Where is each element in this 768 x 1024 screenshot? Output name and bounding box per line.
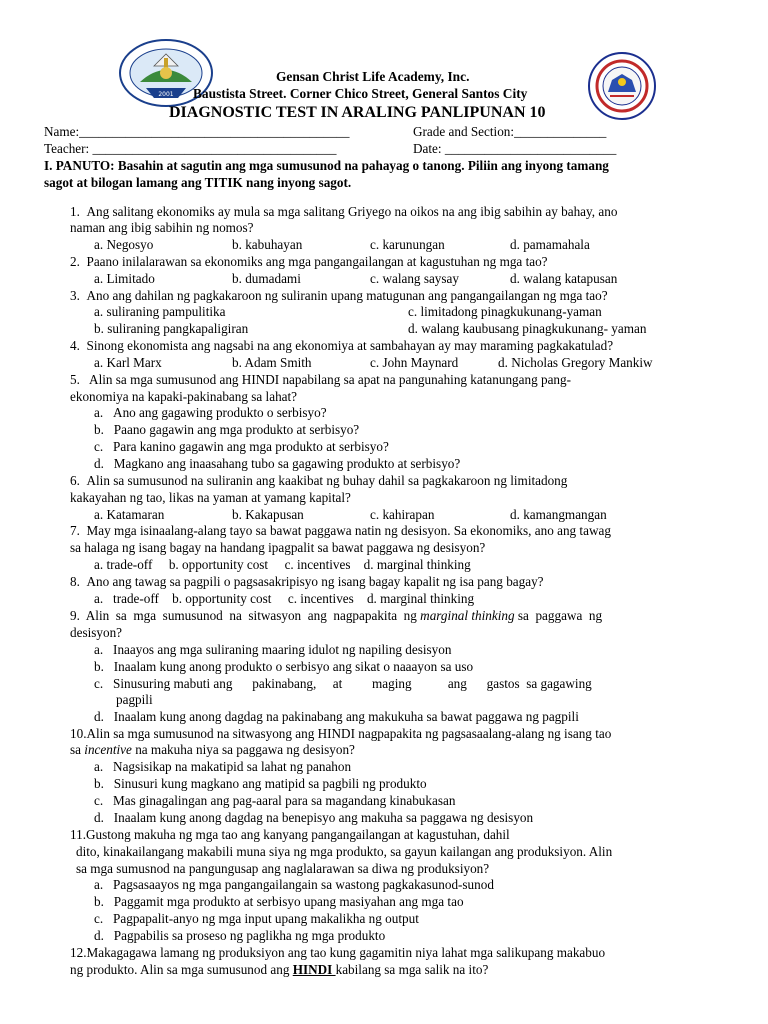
option-c[interactable]: c. kahirapan	[370, 507, 435, 522]
option-a[interactable]: a. Negosyo	[94, 237, 154, 252]
school-name: Gensan Christ Life Academy, Inc.	[276, 69, 470, 84]
instructions-line-1: I. PANUTO: Basahin at sagutin ang mga sumusunod na pahayag o tanong. Piliin ang inyong tamang	[44, 158, 609, 173]
option-letter: c.	[94, 911, 104, 926]
option-text: Paggamit mga produkto at serbisyo upang masiyahan ang mga tao	[113, 894, 464, 909]
question-1-text: 1. Ang salitang ekonomiks ay mula sa mga salitang Griyego na oikos na ang ibig sabihin ay bahay, ano	[70, 204, 618, 219]
question-4-text: 4. Sinong ekonomista ang nagsabi na ang ekonomiya at sambahayan ay may maraming pagkakatulad?	[70, 338, 614, 353]
option-letter: d.	[94, 709, 104, 724]
date-field[interactable]: Date: __________________________	[413, 141, 617, 156]
option-letter: c.	[94, 676, 104, 691]
question-10-text-2: sa incentive na makuha niya sa paggawa ng desisyon?	[70, 742, 355, 757]
question-8-options[interactable]: a. trade-off b. opportunity cost c. incentives d. marginal thinking	[94, 591, 475, 606]
option-letter: d.	[94, 456, 104, 471]
option-c[interactable]: c. walang saysay	[370, 271, 459, 286]
question-10-text: 10.Alin sa mga sumusunod na sitwasyong ang HINDI nagpapakita ng pagsasaalang-alang ng isang tao	[70, 726, 612, 741]
name-field[interactable]: Name:_________________________________________	[44, 124, 350, 139]
option-c[interactable]	[94, 676, 592, 692]
question-2-text: 2. Paano inilalarawan sa ekonomiks ang mga pangangailangan at kagustuhan ng mga tao?	[70, 254, 548, 269]
option-letter: c.	[94, 439, 104, 454]
option-b[interactable]	[94, 659, 473, 675]
option-text: Inaalam kung anong produkto o serbisyo ang sikat o naaayon sa uso	[113, 659, 474, 674]
option-c[interactable]: c. karunungan	[370, 237, 445, 252]
option-c[interactable]: c. John Maynard	[370, 355, 459, 370]
option-text: Para kanino gagawin ang mga produkto at serbisyo?	[113, 439, 389, 454]
option-letter: b.	[94, 894, 104, 909]
option-text: Sinusuri kung magkano ang matipid sa pagbili ng produkto	[113, 776, 427, 791]
option-letter: b.	[94, 659, 104, 674]
option-letter: c.	[94, 793, 104, 808]
page-title: DIAGNOSTIC TEST IN ARALING PANLIPUNAN 10	[169, 104, 546, 121]
question-7-options[interactable]: a. trade-off b. opportunity cost c. incentives d. marginal thinking	[94, 557, 471, 572]
teacher-field[interactable]: Teacher: _____________________________________	[44, 141, 337, 156]
option-c[interactable]: c. limitadong pinagkukunang-yaman	[408, 304, 602, 319]
option-text: Mas ginagalingan ang pag-aaral para sa magandang kinabukasan	[113, 793, 456, 808]
option-letter: a.	[94, 642, 104, 657]
option-b[interactable]: b. Adam Smith	[232, 355, 312, 370]
option-text: Paano gagawin ang mga produkto at serbisyo?	[113, 422, 360, 437]
question-6-text-2: kakayahan ng tao, likas na yaman at yamang kapital?	[70, 490, 351, 505]
option-a[interactable]	[94, 405, 327, 421]
option-d[interactable]	[94, 928, 385, 944]
option-d[interactable]	[94, 709, 579, 725]
option-letter: d.	[94, 928, 104, 943]
option-b[interactable]: b. suliraning pangkapaligiran	[94, 321, 249, 336]
question-1-text-2: naman ang ibig sabihin ng nomos?	[70, 220, 254, 235]
question-12-text: 12.Makagagawa lamang ng produksiyon ang tao kung gagamitin niya lahat mga salikupang makabuo	[70, 945, 606, 960]
deped-seal	[588, 52, 656, 120]
question-7-text-2: sa halaga ng isang bagay na handang ipagpalit sa bawat paggawa ng desisyon?	[70, 540, 486, 555]
option-c[interactable]	[94, 793, 455, 809]
option-text: Ano ang gagawing produkto o serbisyo?	[113, 405, 327, 420]
option-a[interactable]	[94, 642, 451, 658]
question-11-text: 11.Gustong makuha ng mga tao ang kanyang pangangailangan at kagustuhan, dahil	[70, 827, 510, 842]
option-b[interactable]: b. Kakapusan	[232, 507, 304, 522]
option-a[interactable]: a. Karl Marx	[94, 355, 162, 370]
option-text: Magkano ang inaasahang tubo sa gagawing produkto at serbisyo?	[113, 456, 461, 471]
instructions-line-2: sagot at bilogan lamang ang TITIK nang inyong sagot.	[44, 175, 352, 190]
option-b[interactable]	[94, 776, 427, 792]
question-9-text: 9. Alin sa mga sumusunod na sitwasyon ang nagpapakita ng marginal thinking sa paggawa ng	[70, 608, 603, 623]
option-b[interactable]	[94, 894, 464, 910]
option-text: Pagsasaayos ng mga pangangailangain sa wastong pagkakasunod-sunod	[113, 877, 494, 892]
option-d[interactable]: d. Nicholas Gregory Mankiw	[498, 355, 653, 370]
option-a[interactable]: a. Limitado	[94, 271, 155, 286]
question-11-text-2: dito, kinakailangang makabili muna siya ng mga produkto, sa gayun kailangan ang produksiyon. Alin	[76, 844, 613, 859]
option-text: Sinusuring mabuti ang pakinabang, at maging ang gastos sa gagawing	[113, 676, 592, 691]
option-text: Nagsisikap na makatipid sa lahat ng panahon	[113, 759, 352, 774]
question-5-text-2: ekonomiya na kapaki-pakinabang sa lahat?	[70, 389, 298, 404]
option-d[interactable]: d. kamangmangan	[510, 507, 607, 522]
option-letter: b.	[94, 422, 104, 437]
option-text: Inaalam kung anong dagdag na pakinabang ang makukuha sa bawat paggawa ng pagpili	[113, 709, 579, 724]
option-letter: d.	[94, 810, 104, 825]
option-c[interactable]	[94, 439, 389, 455]
option-text: Inaalam kung anong dagdag na benepisyo ang makuha sa paggawa ng desisyon	[113, 810, 534, 825]
option-text: Pagpapalit-anyo ng mga input upang makalikha ng output	[113, 911, 419, 926]
option-d[interactable]: d. walang katapusan	[510, 271, 618, 286]
question-12-text-2: ng produkto. Alin sa mga sumusunod ang HINDI kabilang sa mga salik na ito?	[70, 962, 489, 977]
question-11-text-3: sa mga sumusnod na pangungusap ang naglalarawan sa diwa ng produksiyon?	[76, 861, 490, 876]
question-9-text-2: desisyon?	[70, 625, 123, 640]
option-a[interactable]: a. suliraning pampulitika	[94, 304, 226, 319]
option-letter: a.	[94, 877, 104, 892]
option-d[interactable]	[94, 456, 460, 472]
option-letter: b.	[94, 776, 104, 791]
question-7-text: 7. May mga isinaalang-alang tayo sa bawat paggawa natin ng desisyon. Sa ekonomiks, ano ang tawag	[70, 523, 611, 538]
option-letter: a.	[94, 759, 104, 774]
grade-section-field[interactable]: Grade and Section:______________	[413, 124, 607, 139]
option-a[interactable]	[94, 877, 494, 893]
option-b[interactable]: b. kabuhayan	[232, 237, 303, 252]
option-d[interactable]: d. walang kaubusang pinagkukunang- yaman	[408, 321, 647, 336]
option-text: Pagpabilis sa proseso ng paglikha ng mga produkto	[113, 928, 386, 943]
option-b[interactable]	[94, 422, 359, 438]
option-a[interactable]: a. Katamaran	[94, 507, 165, 522]
option-text-2: pagpili	[116, 692, 153, 707]
option-text: Inaayos ang mga suliraning maaring idulot ng napiling desisyon	[113, 642, 452, 657]
option-a[interactable]	[94, 759, 351, 775]
option-b[interactable]: b. dumadami	[232, 271, 301, 286]
question-5-text: 5. Alin sa mga sumusunod ang HINDI napabilang sa apat na pangunahing katanungang pang-	[70, 372, 572, 387]
option-letter: a.	[94, 405, 104, 420]
option-d[interactable]: d. pamamahala	[510, 237, 590, 252]
option-d[interactable]	[94, 810, 533, 826]
question-3-text: 3. Ano ang dahilan ng pagkakaroon ng suliranin upang matugunan ang pangangailangan ng mga tao?	[70, 288, 608, 303]
option-c[interactable]	[94, 911, 419, 927]
logo-year: 2001	[158, 91, 174, 98]
school-address: Baustista Street. Corner Chico Street, General Santos City	[193, 86, 528, 101]
question-8-text: 8. Ano ang tawag sa pagpili o pagsasakripisyo ng isang bagay kapalit ng isa pang bagay?	[70, 574, 544, 589]
question-6-text: 6. Alin sa sumusunod na suliranin ang kaakibat ng buhay dahil sa pagkakaroon ng limitadong	[70, 473, 568, 488]
